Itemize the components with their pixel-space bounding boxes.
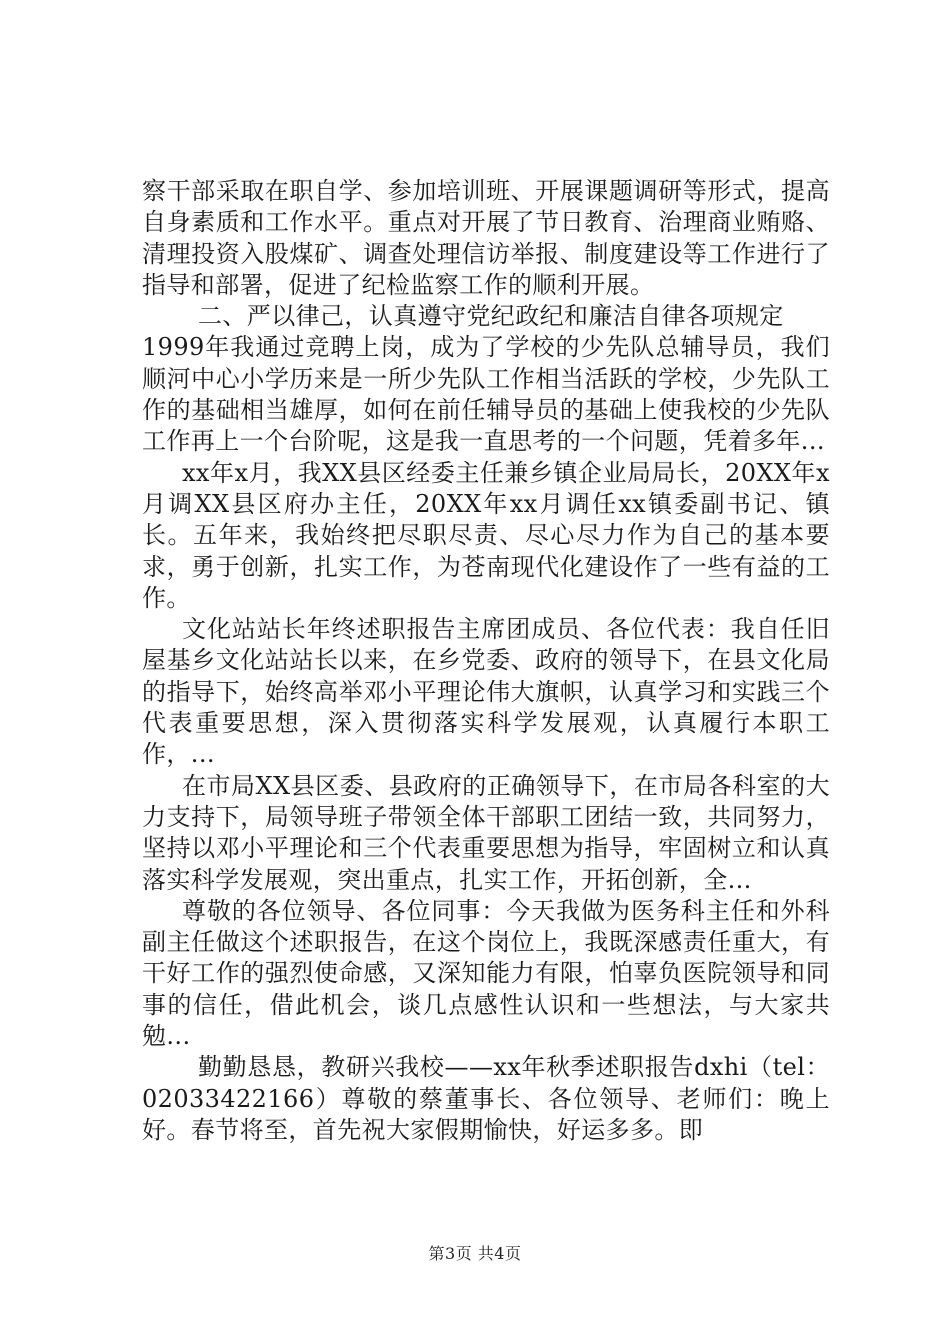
document-body	[142, 176, 830, 1146]
section-heading-2: 二、严以律己，认真遵守党纪政纪和廉洁自律各项规定	[198, 302, 784, 331]
page-number-footer: 第3页 共4页	[428, 1244, 522, 1263]
paragraph-8: 勤勤恳恳，教研兴我校——xx年秋季述职报告dxhi（tel：02033422166）尊敬的蔡董事长、各位领导、老师们：晚上好。春节将至，首先祝大家假期愉快，好运多多。即	[142, 1053, 830, 1144]
paragraph-4: xx年x月，我XX县区经委主任兼乡镇企业局局长，20XX年x月调XX县区府办主任，20XX年xx月调任xx镇委副书记、镇长。五年来，我始终把尽职尽责、尽心尽力作为自己的基本要求，勇于创新，扎实工作，为苍南现代化建设作了一些有益的工作。	[142, 458, 830, 612]
paragraph-6: 在市局XX县区委、县政府的正确领导下，在市局各科室的大力支持下，局领导班子带领全体干部职工团结一致，共同努力，坚持以邓小平理论和三个代表重要思想为指导，牢固树立和认真落实科学发展观，突出重点，扎实工作，开拓创新，全...	[142, 771, 830, 894]
paragraph-1: 察干部采取在职自学、参加培训班、开展课题调研等形式，提高自身素质和工作水平。重点对开展了节日教育、治理商业贿赂、清理投资入股煤矿、调查处理信访举报、制度建设等工作进行了指导和部署，促进了纪检监察工作的顺利开展。	[142, 177, 830, 299]
paragraph-5: 文化站站长年终述职报告主席团成员、各位代表：我自任旧屋基乡文化站站长以来，在乡党委、政府的领导下，在县文化局的指导下，始终高举邓小平理论伟大旗帜，认真学习和实践三个代表重要思想，深入贯彻落实科学发展观，认真履行本职工作，...	[142, 615, 830, 769]
paragraph-7: 尊敬的各位领导、各位同事：今天我做为医务科主任和外科副主任做这个述职报告，在这个岗位上，我既深感责任重大，有干好工作的强烈使命感，又深知能力有限，怕辜负医院领导和同事的信任，借此机会，谈几点感性认识和一些想法，与大家共勉...	[142, 896, 830, 1051]
paragraph-3: 1999年我通过竞聘上岗，成为了学校的少先队总辅导员，我们顺河中心小学历来是一所少先队工作相当活跃的学校，少先队工作的基础相当雄厚，如何在前任辅导员的基础上使我校的少先队工作再上一个台阶呢，这是我一直思考的一个问题，凭着多年...	[142, 333, 830, 456]
